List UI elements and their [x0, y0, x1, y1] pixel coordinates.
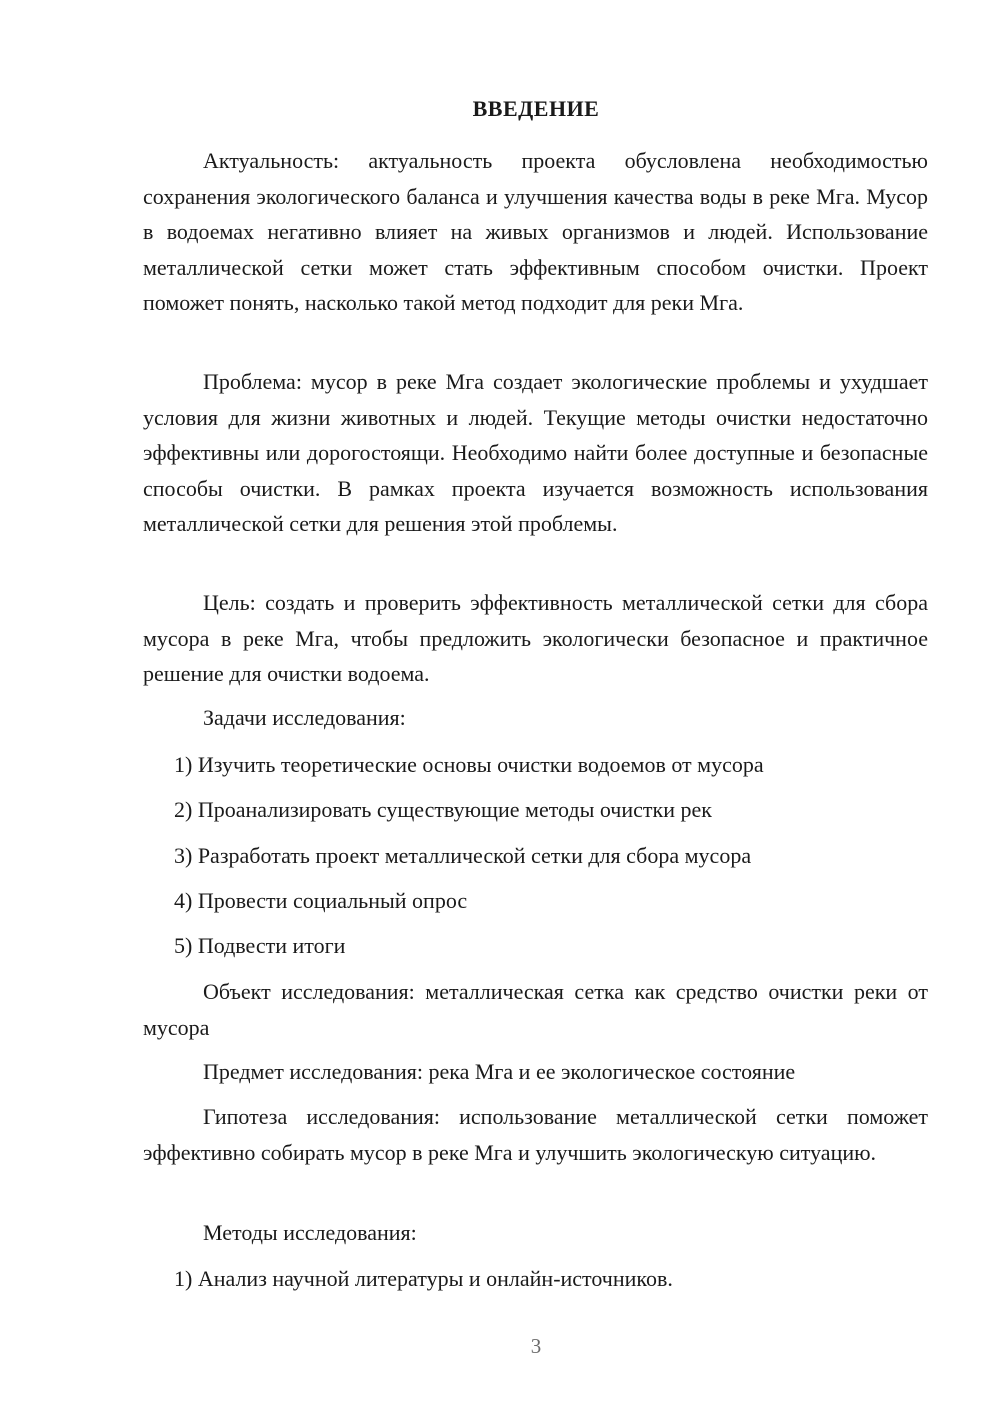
task-item-3: 3) Разработать проект металлической сетки для сбора мусора [174, 843, 752, 868]
task-item-2: 2) Проанализировать существующие методы очистки рек [174, 797, 712, 822]
task-item-5: 5) Подвести итоги [174, 933, 346, 958]
page-number: 3 [530, 1334, 542, 1358]
object-paragraph: Объект исследования: металлическая сетка как средство очистки реки от мусора [143, 979, 928, 1040]
task-item-4: 4) Провести социальный опрос [174, 888, 468, 913]
section-title: ВВЕДЕНИЕ [472, 96, 600, 121]
tasks-heading: Задачи исследования: [203, 705, 406, 730]
task-item-1: 1) Изучить теоретические основы очистки водоемов от мусора [174, 752, 764, 777]
methods-heading: Методы исследования: [203, 1220, 417, 1245]
method-item-1: 1) Анализ научной литературы и онлайн-источников. [174, 1266, 673, 1291]
subject-paragraph: Предмет исследования: река Мга и ее экологическое состояние [203, 1059, 796, 1084]
relevance-paragraph: Актуальность: актуальность проекта обусловлена необходимостью сохранения экологического баланса и улучшения качества воды в реке Мга. Мусор в водоемах негативно влияет на живых организмов и людей. Использование металлической сетки может стать эффективным способом очистки. Проект поможет понять, насколько такой метод подходит для реки Мга. [143, 148, 928, 315]
goal-paragraph: Цель: создать и проверить эффективность металлической сетки для сбора мусора в реке Мга, чтобы предложить экологически безопасное и практичное решение для очистки водоема. [143, 590, 928, 686]
hypothesis-paragraph: Гипотеза исследования: использование металлической сетки поможет эффективно собирать мусор в реке Мга и улучшить экологическую ситуацию. [143, 1104, 928, 1165]
problem-paragraph: Проблема: мусор в реке Мга создает экологические проблемы и ухудшает условия для жизни животных и людей. Текущие методы очистки недостаточно эффективны или дорогостоящи. Необходимо найти более доступные и безопасные способы очистки. В рамках проекта изучается возможность использования металлической сетки для решения этой проблемы. [143, 369, 928, 536]
